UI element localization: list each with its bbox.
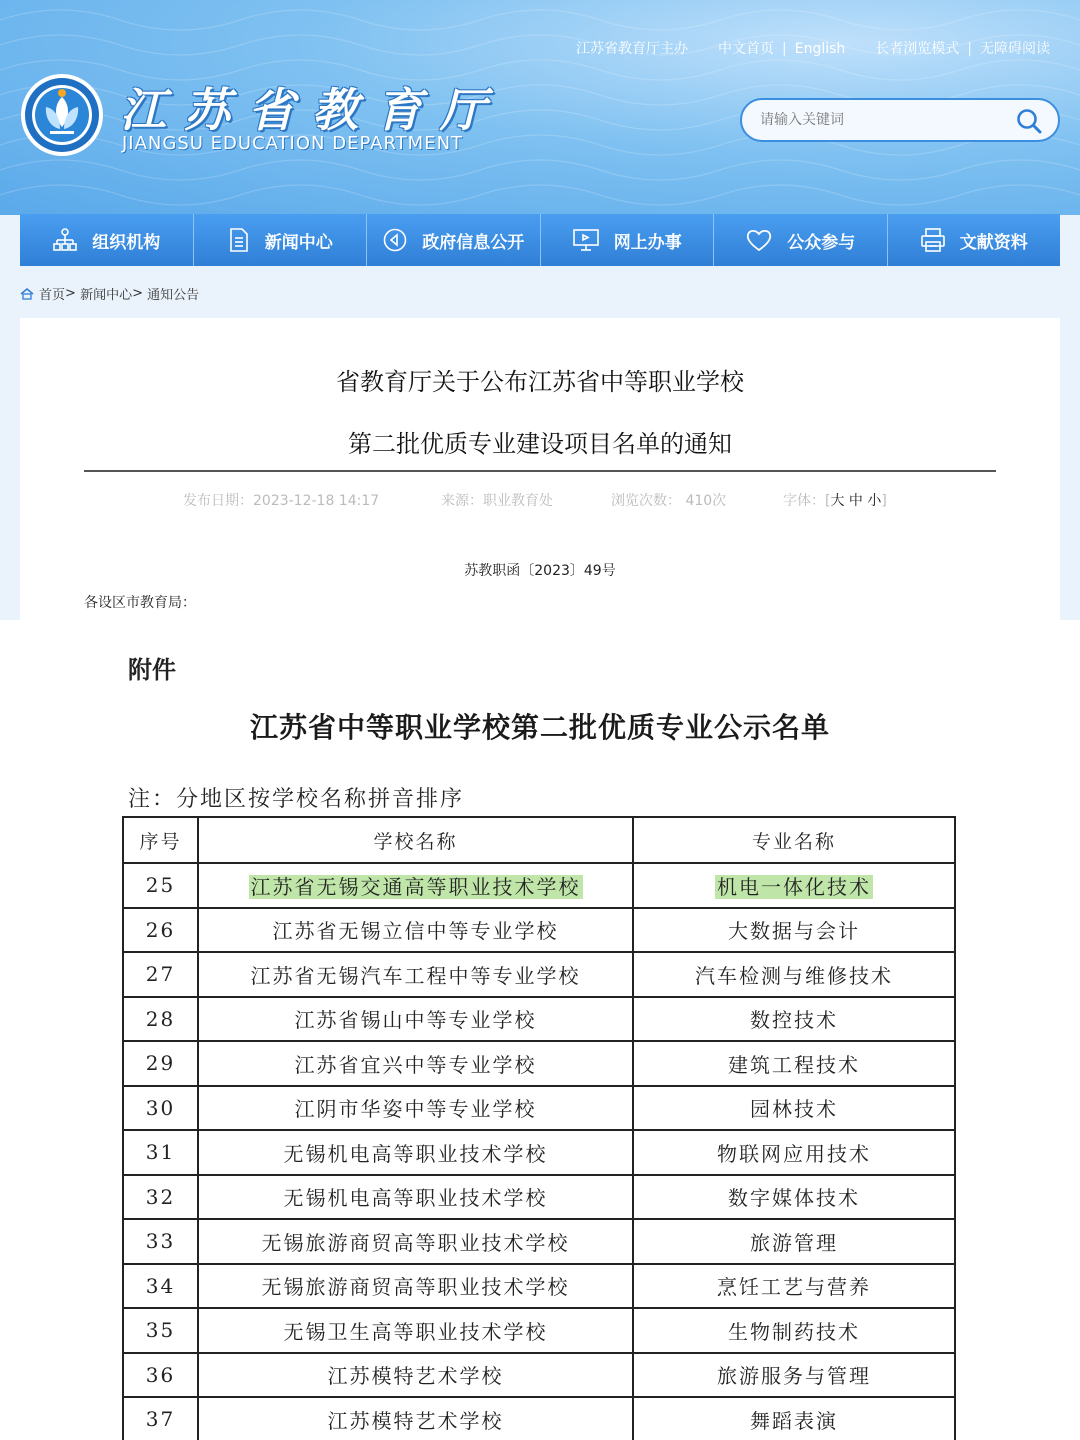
school-name: 无锡旅游商贸高等职业技术学校 [261, 1275, 570, 1300]
row-number: 27 [145, 962, 176, 987]
major-name: 旅游管理 [750, 1230, 838, 1255]
nav-label: 新闻中心 [264, 232, 333, 253]
row-number: 34 [145, 1273, 176, 1298]
major-name: 旅游服务与管理 [717, 1364, 871, 1389]
font-small-button[interactable]: 小 [867, 493, 882, 509]
cell-school-name [198, 1130, 633, 1175]
row-number: 29 [145, 1051, 176, 1076]
english-link[interactable]: English [794, 41, 846, 57]
cell-school-name [198, 1264, 633, 1309]
nav-item-gov-info[interactable] [367, 214, 541, 266]
major-name: 数控技术 [750, 1008, 838, 1033]
major-name: 舞蹈表演 [750, 1408, 838, 1433]
header-number: 序号 [123, 817, 198, 863]
school-name: 无锡旅游商贸高等职业技术学校 [261, 1230, 570, 1255]
nav-label: 组织机构 [92, 232, 161, 253]
publish-date: 发布日期：2023-12-18 14:17 [183, 493, 380, 509]
row-number: 32 [145, 1184, 176, 1209]
article-title-line1: 省教育厅关于公布江苏省中等职业学校 [336, 368, 744, 396]
row-number: 26 [145, 917, 176, 942]
view-count: 浏览次数： 410次 [611, 493, 727, 509]
school-name: 江阴市华姿中等专业学校 [294, 1097, 537, 1122]
cell-major-name [633, 908, 955, 953]
cell-row-number [123, 1175, 198, 1220]
school-name: 江苏省无锡立信中等专业学校 [272, 919, 559, 944]
cell-row-number [123, 1397, 198, 1440]
cell-school-name [198, 908, 633, 953]
attachment-image [0, 620, 1080, 1440]
cell-row-number [123, 1308, 198, 1353]
table-row [123, 1353, 955, 1398]
breadcrumb-separator: > [65, 286, 76, 301]
nav-label: 政府信息公开 [422, 232, 525, 253]
font-size-label: 字体： [783, 493, 825, 509]
cell-major-name [633, 1130, 955, 1175]
cell-school-name [198, 997, 633, 1042]
table-row [123, 997, 955, 1042]
breadcrumb-news[interactable]: 新闻中心 [80, 288, 133, 303]
site-title-en: JIANGSU EDUCATION DEPARTMENT [122, 133, 464, 154]
article-source: 来源：职业教育处 [441, 493, 553, 509]
heart-icon [745, 227, 773, 253]
sponsor-text: 江苏省教育厅主办 [576, 41, 688, 57]
nav-item-public-participation[interactable] [714, 214, 888, 266]
site-header [0, 0, 1080, 215]
major-name: 大数据与会计 [728, 919, 860, 944]
major-name: 物联网应用技术 [717, 1141, 871, 1166]
bracket: ] [881, 493, 887, 509]
cell-school-name [198, 863, 633, 908]
table-row [123, 1086, 955, 1131]
font-size-switcher [783, 490, 887, 510]
table-row [123, 1219, 955, 1264]
elder-mode-link[interactable]: 长者浏览模式 [875, 41, 960, 57]
row-number: 36 [145, 1362, 176, 1387]
cell-school-name [198, 952, 633, 997]
table-row [123, 1041, 955, 1086]
cell-school-name [198, 1219, 633, 1264]
cell-major-name [633, 997, 955, 1042]
document-icon [227, 227, 251, 253]
school-name: 无锡机电高等职业技术学校 [283, 1141, 548, 1166]
cell-major-name [633, 1264, 955, 1309]
cell-major-name [633, 1175, 955, 1220]
cell-school-name [198, 1308, 633, 1353]
cell-row-number [123, 863, 198, 908]
major-name: 机电一体化技术 [717, 874, 871, 899]
site-title-cn: 江苏省教育厅 [120, 83, 504, 137]
major-name: 汽车检测与维修技术 [695, 963, 893, 988]
cell-row-number [123, 1264, 198, 1309]
cell-row-number [123, 952, 198, 997]
cell-row-number [123, 1219, 198, 1264]
cell-row-number [123, 1086, 198, 1131]
breadcrumb-separator: > [132, 286, 143, 301]
table-row [123, 1130, 955, 1175]
monitor-icon [572, 227, 600, 253]
attachment-label: 附件 [128, 656, 176, 684]
cell-school-name [198, 1086, 633, 1131]
cell-major-name [633, 1397, 955, 1440]
row-number: 33 [145, 1229, 176, 1254]
nav-item-literature[interactable] [888, 214, 1061, 266]
breadcrumb-current[interactable]: 通知公告 [147, 288, 200, 303]
table-row [123, 1175, 955, 1220]
row-number: 37 [145, 1407, 176, 1432]
row-number: 25 [145, 873, 176, 898]
school-name: 江苏模特艺术学校 [327, 1364, 504, 1389]
school-name: 江苏模特艺术学校 [327, 1408, 504, 1433]
cell-school-name [198, 1041, 633, 1086]
printer-icon [920, 227, 946, 253]
row-number: 30 [145, 1095, 176, 1120]
school-name: 江苏省锡山中等专业学校 [294, 1008, 537, 1033]
accessible-reading-link[interactable]: 无障碍阅读 [980, 41, 1050, 57]
search-box [740, 98, 1060, 142]
search-input[interactable] [760, 108, 1000, 132]
bracket: [ [825, 493, 831, 509]
cell-row-number [123, 1353, 198, 1398]
chinese-home-link[interactable]: 中文首页 [718, 41, 774, 57]
search-icon[interactable] [1014, 106, 1044, 136]
major-name: 园林技术 [750, 1097, 838, 1122]
cell-major-name [633, 1308, 955, 1353]
main-nav [20, 214, 1060, 266]
cell-school-name [198, 1175, 633, 1220]
table-row [123, 952, 955, 997]
cell-row-number [123, 997, 198, 1042]
nav-label: 文献资料 [959, 232, 1028, 253]
font-medium-button[interactable]: 中 [848, 493, 863, 509]
table-row [123, 1397, 955, 1440]
major-name: 生物制药技术 [728, 1319, 860, 1344]
cell-school-name [198, 1353, 633, 1398]
department-logo-icon[interactable] [20, 73, 104, 157]
header-school: 学校名称 [198, 817, 633, 863]
cell-school-name [198, 1397, 633, 1440]
title-divider [84, 470, 996, 472]
school-name: 江苏省无锡交通高等职业技术学校 [250, 874, 581, 899]
nav-label: 公众参与 [787, 232, 856, 253]
breadcrumb [20, 284, 199, 303]
attachment-title: 江苏省中等职业学校第二批优质专业公示名单 [249, 711, 830, 744]
org-chart-icon [52, 227, 78, 253]
home-icon [20, 288, 34, 300]
major-name: 烹饪工艺与营养 [717, 1275, 871, 1300]
cell-major-name [633, 1086, 955, 1131]
cell-major-name [633, 1041, 955, 1086]
cell-major-name [633, 952, 955, 997]
cell-major-name [633, 1219, 955, 1264]
nav-item-news[interactable] [194, 214, 368, 266]
nav-label: 网上办事 [613, 232, 682, 253]
table-row [123, 863, 955, 908]
document-number: 苏教职函〔2023〕49号 [464, 563, 616, 579]
school-name: 无锡机电高等职业技术学校 [283, 1186, 548, 1211]
row-number: 35 [145, 1318, 176, 1343]
nav-item-organization[interactable] [20, 214, 194, 266]
header-major: 专业名称 [633, 817, 955, 863]
cell-row-number [123, 908, 198, 953]
attachment-note: 注：分地区按学校名称拼音排序 [128, 787, 465, 812]
row-number: 31 [145, 1140, 176, 1165]
school-name: 无锡卫生高等职业技术学校 [283, 1319, 548, 1344]
font-large-button[interactable]: 大 [830, 493, 845, 509]
cell-row-number [123, 1041, 198, 1086]
table-header-row [123, 817, 955, 863]
divider: | [782, 41, 787, 57]
major-name: 建筑工程技术 [728, 1052, 860, 1077]
school-list-table [122, 816, 956, 1440]
cell-row-number [123, 1130, 198, 1175]
breadcrumb-home[interactable]: 首页 [39, 288, 66, 303]
article-panel [20, 318, 1060, 622]
cell-major-name [633, 863, 955, 908]
major-name: 数字媒体技术 [728, 1186, 860, 1211]
table-row [123, 1308, 955, 1353]
school-name: 江苏省无锡汽车工程中等专业学校 [250, 963, 581, 988]
row-number: 28 [145, 1006, 176, 1031]
table-row [123, 1264, 955, 1309]
table-row [123, 908, 955, 953]
school-name: 江苏省宜兴中等专业学校 [294, 1052, 537, 1077]
top-links [576, 38, 1050, 58]
addressee: 各设区市教育局： [84, 595, 196, 611]
cell-major-name [633, 1353, 955, 1398]
divider: | [967, 41, 972, 57]
nav-item-online-service[interactable] [541, 214, 715, 266]
article-title-line2: 第二批优质专业建设项目名单的通知 [348, 430, 732, 458]
play-circle-icon [382, 227, 408, 253]
